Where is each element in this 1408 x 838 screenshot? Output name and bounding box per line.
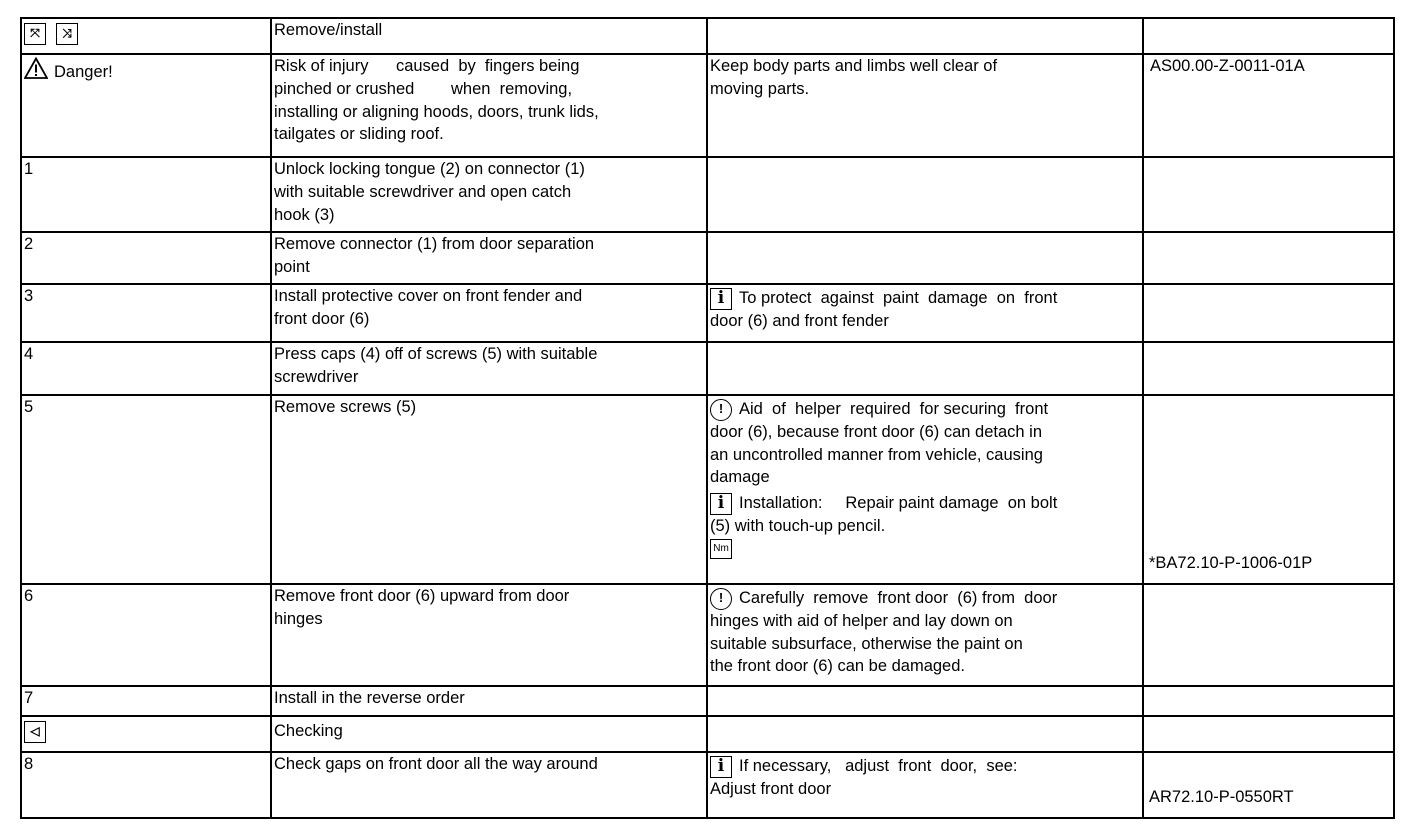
info-note bbox=[710, 755, 1140, 778]
action-cell bbox=[271, 232, 707, 284]
code-cell bbox=[1143, 686, 1394, 716]
caution-icon: ! bbox=[710, 399, 732, 421]
note-cell bbox=[707, 395, 1143, 584]
code-cell bbox=[1143, 232, 1394, 284]
step-number: 7 bbox=[24, 689, 34, 707]
note-text: Installation: Repair paint damage on bolt bbox=[739, 494, 1058, 513]
table-row bbox=[21, 232, 1394, 284]
note-text: To protect against paint damage on front bbox=[739, 289, 1058, 307]
step-cell bbox=[21, 18, 271, 54]
note-text: door (6) and front fender bbox=[710, 311, 889, 330]
action-text: front door (6) bbox=[274, 309, 370, 328]
code-cell bbox=[1143, 752, 1394, 818]
table-row bbox=[21, 284, 1394, 342]
note-cell bbox=[707, 18, 1143, 54]
code-cell bbox=[1143, 716, 1394, 752]
action-cell bbox=[271, 342, 707, 395]
code-cell bbox=[1143, 54, 1394, 157]
step-number: 4 bbox=[24, 345, 34, 363]
action-cell bbox=[271, 18, 707, 54]
action-text: Check gaps on front door all the way around bbox=[274, 755, 598, 773]
action-cell bbox=[271, 54, 707, 157]
action-cell bbox=[271, 157, 707, 232]
table-row bbox=[21, 752, 1394, 818]
note-text: door (6), because front door (6) can detach in bbox=[710, 422, 1043, 441]
step-number: 8 bbox=[24, 755, 34, 773]
step-cell bbox=[21, 232, 271, 284]
info-icon: i bbox=[710, 493, 732, 515]
step-cell bbox=[21, 716, 271, 752]
code-cell bbox=[1143, 284, 1394, 342]
step-cell bbox=[21, 54, 271, 157]
step-number: 1 bbox=[24, 160, 34, 178]
action-cell bbox=[271, 752, 707, 818]
step-number: 2 bbox=[24, 235, 34, 253]
note-text: If necessary, adjust front door, see: bbox=[739, 757, 1018, 775]
action-text: installing or aligning hoods, doors, trunk lids, bbox=[274, 102, 599, 121]
info-note bbox=[710, 492, 1140, 515]
check-icon: ◁ bbox=[24, 721, 46, 743]
note-text: the front door (6) can be damaged. bbox=[710, 657, 965, 676]
caution-note bbox=[710, 398, 1140, 421]
action-text: Remove screws (5) bbox=[274, 398, 417, 416]
caution-icon: ! bbox=[710, 588, 732, 610]
table-row bbox=[21, 18, 1394, 54]
note-text: an uncontrolled manner from vehicle, causing bbox=[710, 445, 1043, 464]
action-text: Risk of injury caused by fingers being bbox=[274, 57, 580, 75]
note-text: suitable subsurface, otherwise the paint on bbox=[710, 634, 1023, 653]
action-cell bbox=[271, 395, 707, 584]
action-text: Install protective cover on front fender and bbox=[274, 287, 583, 305]
code-cell bbox=[1143, 157, 1394, 232]
note-cell bbox=[707, 54, 1143, 157]
action-text: hook (3) bbox=[274, 205, 335, 224]
reference-code: *BA72.10-P-1006-01P bbox=[1149, 554, 1313, 573]
action-cell bbox=[271, 716, 707, 752]
note-cell bbox=[707, 284, 1143, 342]
action-text: point bbox=[274, 257, 310, 276]
reference-code: AS00.00-Z-0011-01A bbox=[1150, 57, 1305, 75]
code-cell bbox=[1143, 18, 1394, 54]
note-text: (5) with touch-up pencil. bbox=[710, 516, 886, 535]
info-icon: i bbox=[710, 756, 732, 778]
note-text: moving parts. bbox=[710, 79, 810, 98]
table-row bbox=[21, 584, 1394, 686]
note-cell bbox=[707, 157, 1143, 232]
note-cell bbox=[707, 686, 1143, 716]
note-cell bbox=[707, 342, 1143, 395]
danger-label: Danger! bbox=[54, 63, 113, 81]
step-number: 3 bbox=[24, 287, 34, 305]
note-cell bbox=[707, 584, 1143, 686]
step-cell bbox=[21, 342, 271, 395]
reference-code[interactable]: AR72.10-P-0550RT bbox=[1149, 788, 1294, 807]
action-text: Remove front door (6) upward from door bbox=[274, 587, 570, 605]
caution-note bbox=[710, 587, 1140, 610]
step-cell bbox=[21, 284, 271, 342]
note-cell bbox=[707, 752, 1143, 818]
action-text: Unlock locking tongue (2) on connector (1) bbox=[274, 160, 585, 178]
torque-icon: Nm bbox=[710, 539, 732, 559]
code-cell bbox=[1143, 395, 1394, 584]
action-cell bbox=[271, 584, 707, 686]
action-text: pinched or crushed when removing, bbox=[274, 79, 573, 98]
note-cell bbox=[707, 232, 1143, 284]
info-note bbox=[710, 287, 1140, 310]
action-text: Remove connector (1) from door separation bbox=[274, 235, 595, 253]
action-cell bbox=[271, 284, 707, 342]
action-text: Checking bbox=[274, 722, 343, 740]
note-cell bbox=[707, 716, 1143, 752]
step-number: 6 bbox=[24, 587, 34, 605]
adjust-front-door-link[interactable]: Adjust front door bbox=[710, 779, 832, 798]
remove-icon: ⤧ bbox=[24, 23, 46, 45]
install-icon: ⤨ bbox=[56, 23, 78, 45]
note-text: Keep body parts and limbs well clear of bbox=[710, 57, 998, 75]
table-row bbox=[21, 342, 1394, 395]
action-text: with suitable screwdriver and open catch bbox=[274, 182, 572, 201]
code-cell bbox=[1143, 342, 1394, 395]
action-text: Press caps (4) off of screws (5) with suitable bbox=[274, 345, 598, 363]
action-text: screwdriver bbox=[274, 367, 359, 386]
note-text: damage bbox=[710, 468, 770, 487]
step-cell bbox=[21, 395, 271, 584]
step-cell bbox=[21, 752, 271, 818]
action-text: Remove/install bbox=[274, 21, 383, 39]
table-row bbox=[21, 686, 1394, 716]
note-text: Carefully remove front door (6) from door bbox=[739, 589, 1058, 607]
info-icon: i bbox=[710, 288, 732, 310]
step-number: 5 bbox=[24, 398, 34, 416]
procedure-table bbox=[20, 17, 1395, 819]
table-row bbox=[21, 716, 1394, 752]
warning-triangle-icon bbox=[24, 57, 48, 79]
note-text: hinges with aid of helper and lay down on bbox=[710, 611, 1013, 630]
table-row bbox=[21, 54, 1394, 157]
table-row bbox=[21, 157, 1394, 232]
step-cell bbox=[21, 584, 271, 686]
action-text: tailgates or sliding roof. bbox=[274, 125, 444, 144]
table-row bbox=[21, 395, 1394, 584]
note-text: Aid of helper required for securing front bbox=[739, 400, 1049, 418]
action-text: hinges bbox=[274, 609, 323, 628]
code-cell bbox=[1143, 584, 1394, 686]
step-cell bbox=[21, 157, 271, 232]
step-cell bbox=[21, 686, 271, 716]
action-cell bbox=[271, 686, 707, 716]
action-text: Install in the reverse order bbox=[274, 689, 465, 707]
